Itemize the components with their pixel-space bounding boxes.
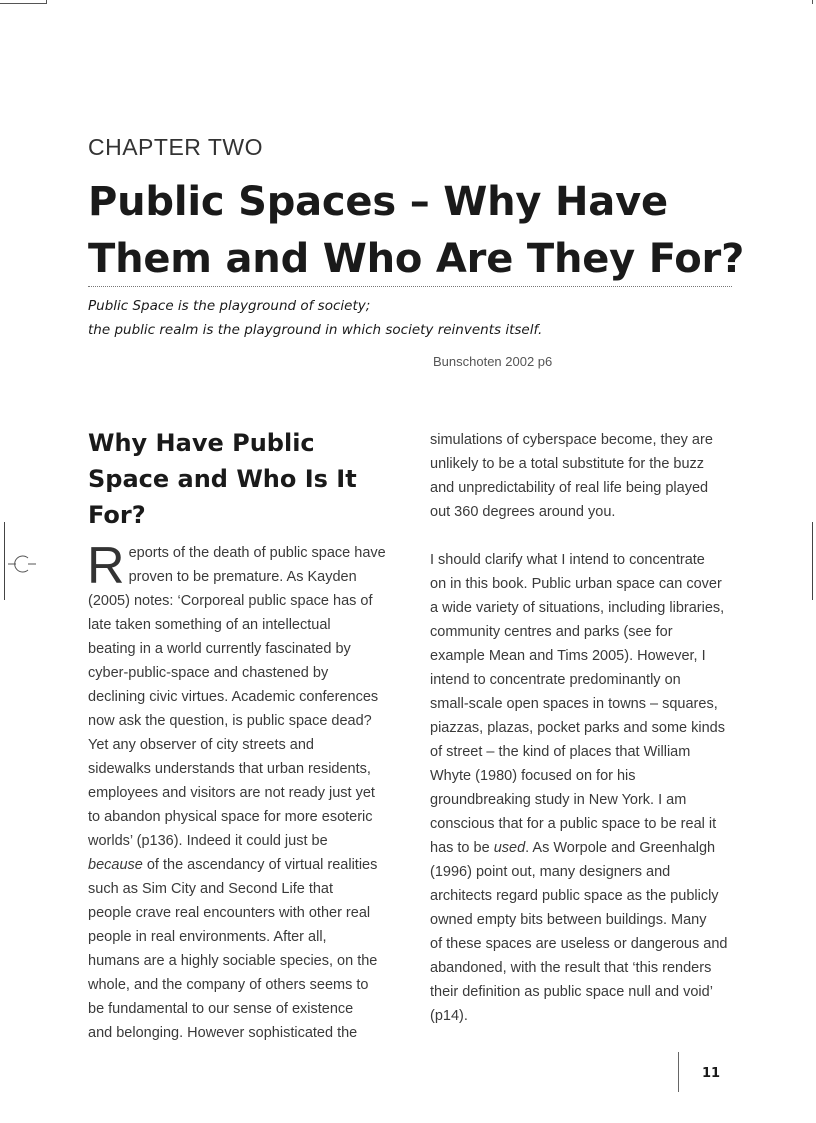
text-line: Yet any observer of city streets and xyxy=(88,737,314,753)
text-line: their definition as public space null and void’ xyxy=(430,984,713,1000)
text-line: Whyte (1980) focused on for his xyxy=(430,768,636,784)
text-line: (p14). xyxy=(430,1008,468,1024)
text-line: has to be used. As Worpole and Greenhalgh xyxy=(430,840,716,856)
crop-mark-top-right xyxy=(812,0,813,4)
text-line: such as Sim City and Second Life that xyxy=(88,881,334,897)
text-line: of these spaces are useless or dangerous and xyxy=(430,936,728,952)
chapter-label: CHAPTER TWO xyxy=(88,134,264,160)
text-line: and unpredictability of real life being played xyxy=(430,480,709,496)
text-line: architects regard public space as the publicly xyxy=(430,888,719,904)
text-line: simulations of cyberspace become, they are xyxy=(430,432,713,448)
text-line: cyber-public-space and chastened by xyxy=(88,665,329,681)
registration-mark-icon xyxy=(6,552,38,576)
text-line: eports of the death of public space have xyxy=(128,545,386,561)
text-line: (1996) point out, many designers and xyxy=(430,864,671,880)
crop-mark-top-left xyxy=(0,3,46,4)
text-line: example Mean and Tims 2005). However, I xyxy=(430,648,706,664)
drop-cap: R xyxy=(87,537,125,595)
text-line: be fundamental to our sense of existence xyxy=(88,1001,354,1017)
body-column-left xyxy=(87,537,403,1045)
body-column-right xyxy=(430,428,735,1028)
text-line: proven to be premature. As Kayden xyxy=(128,569,357,585)
body-paragraph xyxy=(430,428,735,524)
text-line: small-scale open spaces in towns – squares, xyxy=(430,696,718,712)
text-line: whole, and the company of others seems to xyxy=(88,977,369,993)
body-paragraph xyxy=(430,548,735,1028)
text-line: to abandon physical space for more esoteric xyxy=(88,809,373,825)
text-line: I should clarify what I intend to concentrate xyxy=(430,552,705,568)
text-line: people in real environments. After all, xyxy=(88,929,327,945)
text-line: intend to concentrate predominantly on xyxy=(430,672,681,688)
text-line: now ask the question, is public space dead? xyxy=(88,713,372,729)
text-line: employees and visitors are not ready just yet xyxy=(88,785,375,801)
text-line: abandoned, with the result that ‘this renders xyxy=(430,960,712,976)
text-line: community centres and parks (see for xyxy=(430,624,673,640)
text-line: groundbreaking study in New York. I am xyxy=(430,792,687,808)
chapter-title: Public Spaces – Why Have Them and Who Are They For? xyxy=(88,179,745,282)
text-line: a wide variety of situations, including libraries, xyxy=(430,600,725,616)
text-line: people crave real encounters with other real xyxy=(88,905,371,921)
text-line: and belonging. However sophisticated the xyxy=(88,1025,358,1041)
text-line: conscious that for a public space to be real it xyxy=(430,816,717,832)
text-line: unlikely to be a total substitute for the buzz xyxy=(430,456,705,472)
text-line: because of the ascendancy of virtual realities xyxy=(88,857,378,873)
epigraph-line-2: the public realm is the playground in which society reinvents itself. xyxy=(88,322,543,338)
section-heading: Why Have Public Space and Who Is It For? xyxy=(88,429,357,529)
registration-line-left xyxy=(4,522,5,600)
registration-line-right xyxy=(812,522,813,600)
text-line: of street – the kind of places that William xyxy=(430,744,691,760)
text-line: humans are a highly sociable species, on the xyxy=(88,953,378,969)
crop-mark-top-left-vertical xyxy=(46,0,47,4)
text-line: on in this book. Public urban space can cover xyxy=(430,576,722,592)
epigraph-citation: Bunschoten 2002 p6 xyxy=(433,354,553,369)
epigraph-line-1: Public Space is the playground of society; xyxy=(88,298,371,314)
text-line: owned empty bits between buildings. Many xyxy=(430,912,707,928)
text-line: out 360 degrees around you. xyxy=(430,504,616,520)
text-line: late taken something of an intellectual xyxy=(88,617,331,633)
text-line: (2005) notes: ‘Corporeal public space has of xyxy=(88,593,373,609)
page-number-divider xyxy=(678,1052,679,1092)
body-paragraph xyxy=(87,537,403,1045)
text-line: beating in a world currently fascinated by xyxy=(88,641,351,657)
page-number: 11 xyxy=(702,1066,721,1081)
text-line: piazzas, plazas, pocket parks and some kinds xyxy=(430,720,725,736)
title-divider xyxy=(88,286,732,287)
text-line: declining civic virtues. Academic conferences xyxy=(88,689,379,705)
text-line: sidewalks understands that urban residents, xyxy=(88,761,371,777)
text-line: worlds’ (p136). Indeed it could just be xyxy=(88,833,328,849)
